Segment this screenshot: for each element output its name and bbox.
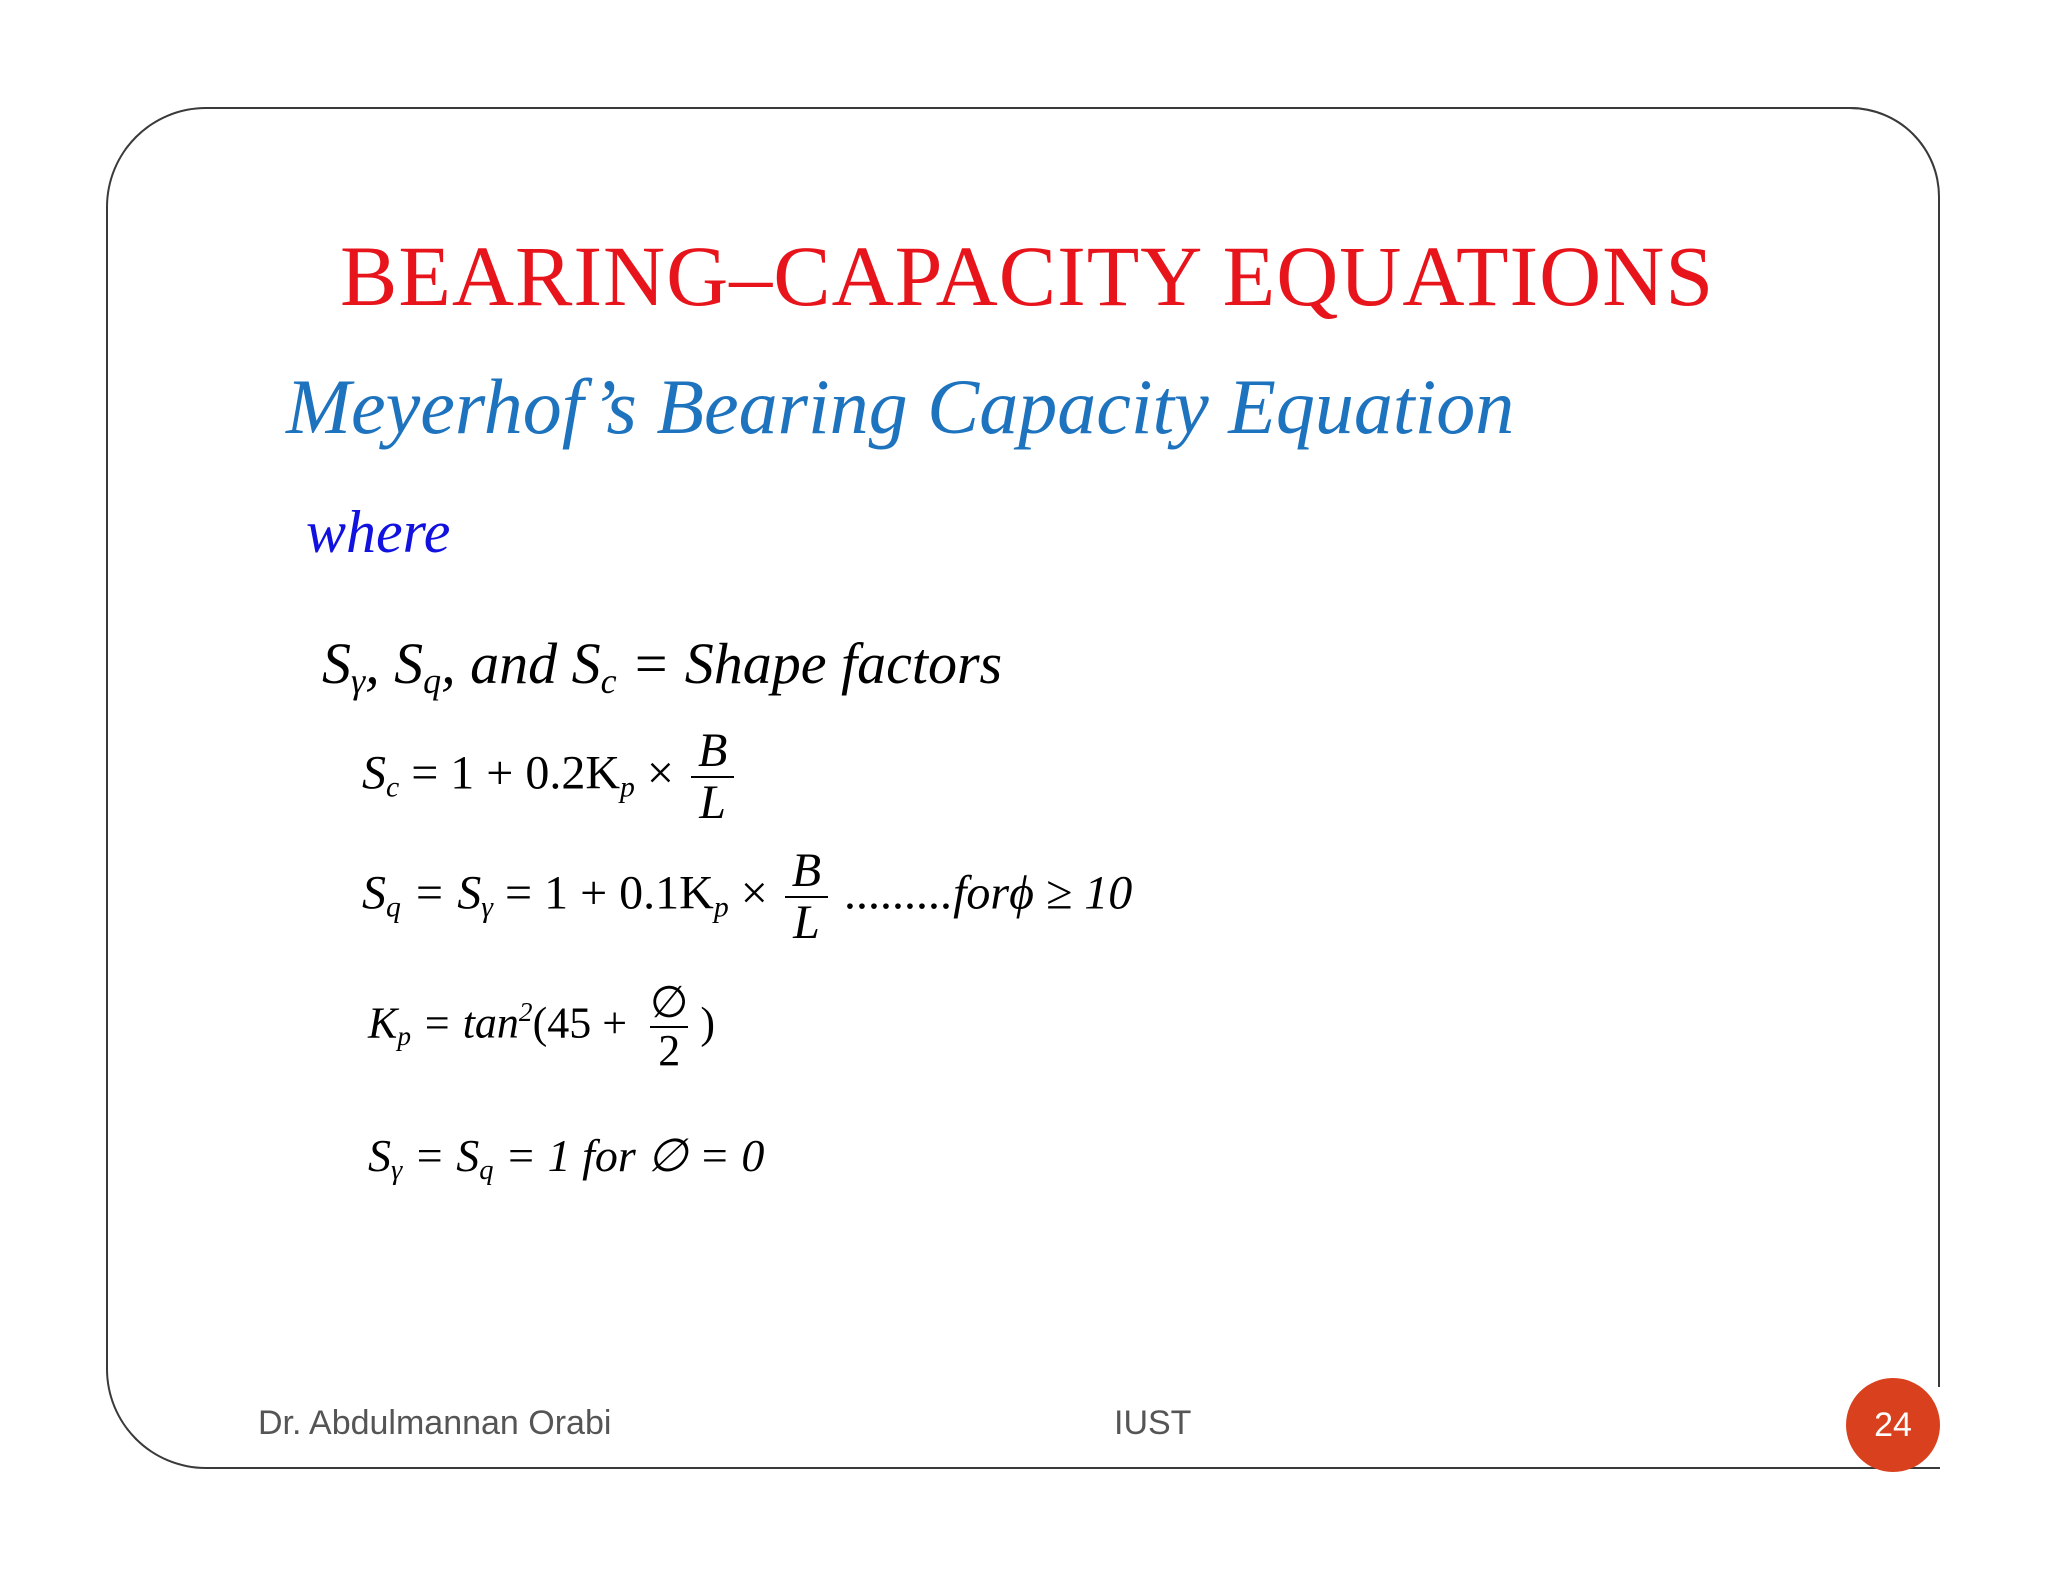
- kp-equation: [368, 980, 715, 1074]
- page-number-badge: 24: [1846, 1378, 1940, 1472]
- sq-lhs-subscript: q: [386, 890, 401, 924]
- slide-subtitle: Meyerhof’s Bearing Capacity Equation: [286, 363, 1515, 450]
- phi-over-2-fraction: [642, 980, 696, 1074]
- fraction-numerator: B: [791, 844, 822, 897]
- sq-kp-subscript: p: [713, 890, 729, 924]
- separator: ,: [365, 631, 395, 696]
- and-text: , and: [441, 631, 572, 696]
- s-gamma-subscript: γ: [391, 1154, 403, 1186]
- phi-zero-equation: [368, 1128, 764, 1187]
- shape-factors-rhs: = Shape factors: [616, 631, 1003, 696]
- phi-zero-mid: = S: [402, 1130, 480, 1181]
- fraction-denominator: L: [691, 776, 734, 828]
- slide-frame-right-edge: [1838, 107, 1940, 1387]
- b-over-l-fraction: [690, 726, 735, 829]
- kp-superscript: 2: [518, 996, 533, 1027]
- s-q-symbol: S: [394, 631, 424, 696]
- fraction-numerator: ∅: [650, 978, 689, 1027]
- sc-rhs: = 1 + 0.2K: [399, 746, 621, 800]
- sq-rhs: = 1 + 0.1K: [493, 866, 714, 920]
- sq-middle-subscript: γ: [481, 890, 493, 924]
- kp-lhs-subscript: p: [397, 1020, 411, 1051]
- fraction-numerator: B: [697, 724, 728, 777]
- times-sign: ×: [634, 746, 686, 800]
- times-sign: ×: [728, 866, 780, 920]
- sc-lhs: S: [362, 746, 386, 800]
- s-gamma-symbol: S: [368, 1130, 391, 1181]
- s-gamma-symbol: S: [322, 631, 351, 696]
- sq-condition: .........forϕ ≥ 10: [833, 866, 1133, 920]
- footer-author: Dr. Abdulmannan Orabi: [258, 1404, 612, 1442]
- s-c-subscript: c: [600, 661, 617, 702]
- shape-factors-definition: [322, 630, 1002, 702]
- kp-rhs: = tan: [411, 998, 519, 1048]
- sc-equation: [362, 726, 739, 829]
- kp-paren-open: (45 +: [532, 998, 639, 1048]
- kp-lhs: K: [368, 998, 398, 1048]
- phi-zero-rhs: = 1 for ∅ = 0: [493, 1130, 765, 1181]
- b-over-l-fraction: [784, 846, 829, 949]
- sc-kp-subscript: p: [620, 770, 635, 804]
- where-label: where: [306, 499, 451, 565]
- kp-paren-close: ): [700, 998, 716, 1048]
- fraction-denominator: 2: [650, 1026, 688, 1074]
- fraction-denominator: L: [785, 896, 828, 948]
- sq-lhs: S: [362, 866, 386, 920]
- s-gamma-subscript: γ: [351, 661, 366, 702]
- sq-middle: = S: [400, 866, 482, 920]
- footer-institution: IUST: [1114, 1404, 1192, 1442]
- sc-lhs-subscript: c: [386, 770, 400, 804]
- s-q-subscript: q: [423, 661, 442, 702]
- s-c-symbol: S: [571, 631, 601, 696]
- sq-equation: [362, 846, 1132, 949]
- slide-title: BEARING–CAPACITY EQUATIONS: [340, 228, 1715, 324]
- s-q-subscript: q: [479, 1154, 494, 1186]
